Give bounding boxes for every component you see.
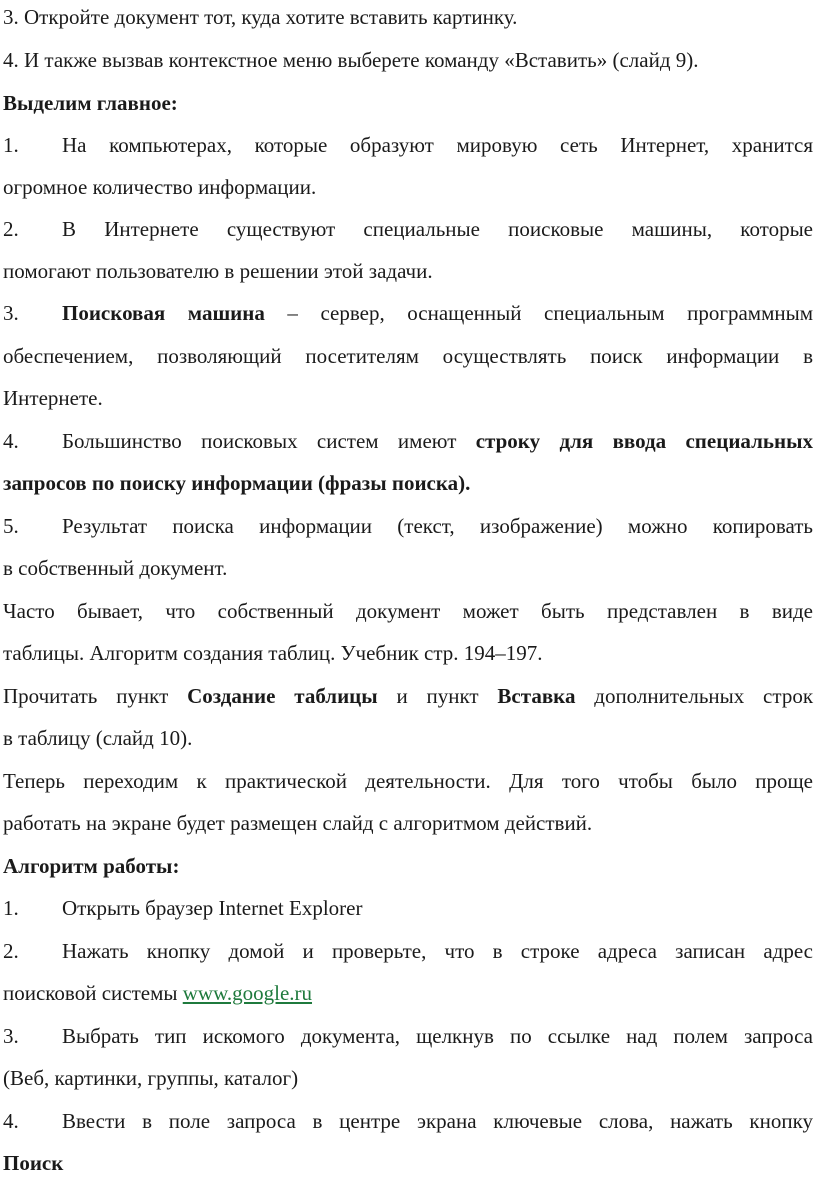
point-4-line-1: 4. Большинство поисковых систем имеют строку для ввода специальных: [3, 429, 813, 453]
point-3-line-1: 3. Поисковая машина – сервер, оснащенный специальным программным: [3, 301, 813, 325]
practice-paragraph-line-1: Теперь переходим к практической деятельности. Для того чтобы было проще: [3, 769, 813, 793]
point-3-line-3: Интернете.: [3, 386, 103, 410]
step-3-text: 3. Откройте документ тот, куда хотите вставить картинку.: [3, 5, 518, 29]
step-4-text: 4. И также вызвав контекстное меню выберете команду «Вставить» (слайд 9).: [3, 48, 699, 72]
tables-paragraph-line-1: Часто бывает, что собственный документ может быть представлен в виде: [3, 599, 813, 623]
algorithm-step-3-line-2: (Веб, картинки, группы, каталог): [3, 1066, 299, 1090]
read-paragraph-line-2: в таблицу (слайд 10).: [3, 726, 193, 750]
algorithm-step-2-line-1: 2. Нажать кнопку домой и проверьте, что в строке адреса записан адрес: [3, 939, 813, 963]
point-5-line-1: 5. Результат поиска информации (текст, изображение) можно копировать: [3, 514, 813, 538]
heading-algorithm: Алгоритм работы:: [3, 854, 180, 878]
point-5-line-2: в собственный документ.: [3, 556, 228, 580]
heading-main-points: Выделим главное:: [3, 91, 178, 115]
point-4-line-2: запросов по поиску информации (фразы поиска).: [3, 471, 471, 495]
point-2-line-2: помогают пользователю в решении этой задачи.: [3, 259, 433, 283]
algorithm-step-2-line-2: поисковой системы www.google.ru: [3, 981, 313, 1005]
algorithm-step-4-line-2: Поиск: [3, 1151, 64, 1175]
point-2-line-1: 2. В Интернете существуют специальные поисковые машины, которые: [3, 217, 813, 241]
point-1-line-2: огромное количество информации.: [3, 175, 317, 199]
algorithm-step-1: 1. Открыть браузер Internet Explorer: [3, 896, 363, 920]
algorithm-step-4-line-1: 4. Ввести в поле запроса в центре экрана ключевые слова, нажать кнопку: [3, 1109, 813, 1133]
point-3-line-2: обеспечением, позволяющий посетителям осуществлять поиск информации в: [3, 344, 813, 368]
practice-paragraph-line-2: работать на экране будет размещен слайд с алгоритмом действий.: [3, 811, 593, 835]
tables-paragraph-line-2: таблицы. Алгоритм создания таблиц. Учебник стр. 194–197.: [3, 641, 543, 665]
read-paragraph-line-1: Прочитать пункт Создание таблицы и пункт Вставка дополнительных строк: [3, 684, 814, 708]
algorithm-step-3-line-1: 3. Выбрать тип искомого документа, щелкнув по ссылке над полем запроса: [3, 1024, 813, 1048]
point-1-line-1: 1. На компьютерах, которые образуют мировую сеть Интернет, хранится: [3, 133, 813, 157]
google-link[interactable]: www.google.ru: [182, 981, 313, 1005]
